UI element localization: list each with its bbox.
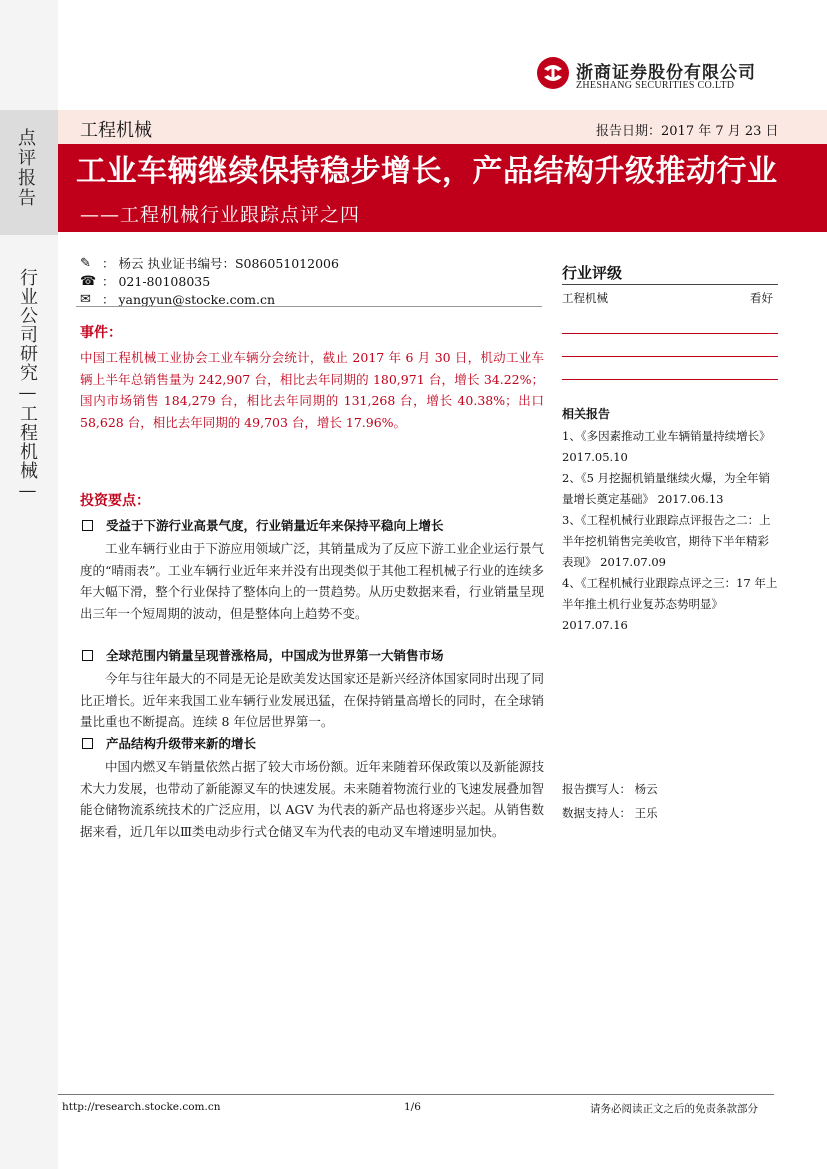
point-3-title-row [80,734,544,752]
point-1-title: 受益于下游行业高景气度，行业销量近年来保持平稳向上增长 [106,518,444,533]
report-title: 工业车辆继续保持稳步增长，产品结构升级推动行业 [76,154,778,189]
checkbox-square-icon [82,738,93,749]
mail-icon: ✉ [80,291,91,307]
event-text: 中国工程机械工业协会工业车辆分会统计，截止 2017 年 6 月 30 日，机动工业车辆上半年总销售量为 242,907 台，相比去年同期的 180,971 台，增长 34.22%；国内市场销售 184,279 台，相比去年同期的 131,268 台，增长 40.38%；出口 58,628 台，相比去年同期的 49,703 台，增长 17.96%。 [80,350,544,430]
sidebar-rule [562,379,778,380]
investment-heading: 投资要点： [80,493,150,509]
pen-icon: ✎ [80,255,91,271]
related-report-item[interactable]: 3、《工程机械行业跟踪点评报告之二：上半年挖机销售完美收官，期待下半年精彩表现》 2017.07.09 [562,513,771,569]
report-type-label: 点评报告 [15,128,36,208]
company-name-cn: 浙商证券股份有限公司 [576,63,756,83]
checkbox-square-icon [82,520,93,531]
rating-divider [562,284,778,285]
sidebar-rule [562,333,778,334]
checkbox-square-icon [82,650,93,661]
related-report-item[interactable]: 4、《工程机械行业跟踪点评之三：17 年上半年推土机行业复苏态势明显》 2017.07.16 [562,576,778,632]
rating-value: 看好 [750,291,773,305]
point-3-body: 中国内燃叉车销量依然占据了较大市场份额。近年来随着环保政策以及新能源技术大力发展，也带动了新能源叉车的快速发展。未来随着物流行业的飞速发展叠加智能仓储物流系统技术的广泛应用，以 AGV 为代表的新产品也将逐步兴起。从销售数据来看，近几年以Ⅲ类电动步行式仓储叉车为代表的电动叉车增速明显加快。 [80,759,544,839]
point-3-title: 产品结构升级带来新的增长 [106,736,257,751]
point-1-body: 工业车辆行业由于下游应用领域广泛，其销量成为了反应下游工业企业运行景气度的“晴雨表”。工业车辆行业近年来并没有出现类似于其他工程机械子行业的连续多年大幅下滑，整个行业保持了整体向上的一贯趋势。从历史数据来看，行业销量呈现出三年一个短周期的波动，但是整体向上趋势不变。 [80,541,544,621]
footer-url-link[interactable]: http://research.stocke.com.cn [62,1101,221,1113]
point-2-title-row [80,646,544,664]
analyst-row [80,254,339,272]
point-1-title-row [80,516,544,534]
industry-label: 工程机械 [80,120,152,141]
phone-icon: ☎ [80,273,97,289]
point-2-title: 全球范围内销量呈现普涨格局，中国成为世界第一大销售市场 [106,648,444,663]
sidebar-rule [562,356,778,357]
report-author: 报告撰写人： 杨云 [562,782,658,796]
data-support: 数据支持人： 王乐 [562,806,658,820]
company-name-en: ZHESHANG SECURITIES CO.LTD [576,80,735,91]
report-subtitle: ——工程机械行业跟踪点评之四 [80,204,361,226]
rating-title: 行业评级 [562,264,623,282]
related-reports-list [562,426,780,636]
point-2-body: 今年与往年最大的不同是无论是欧美发达国家还是新兴经济体国家同时出现了同比正增长。近年来我国工业车辆行业发展迅猛，在保持销量高增长的同时，在全球销量比重也不断提高。连续 8 年位居世界第一。 [80,671,544,729]
phone-row [80,272,210,290]
footer-disclaimer: 请务必阅读正文之后的免责条款部分 [590,1103,758,1115]
category-vertical-label: 行业公司研究—工程机械— [17,268,38,502]
related-report-item[interactable]: 2、《5 月挖掘机销量继续火爆，为全年销量增长奠定基础》 2017.06.13 [562,471,771,506]
footer-divider [58,1094,774,1095]
rating-industry: 工程机械 [562,291,608,305]
phone-number: ： 021-80108035 [102,274,211,289]
analyst-info: ： 杨云 执业证书编号：S086051012006 [102,256,339,271]
contact-divider [76,306,542,307]
related-reports-title: 相关报告 [562,407,611,421]
event-heading: 事件： [80,325,122,341]
email-address: ： yangyun@stocke.com.cn [102,292,276,307]
page-number: 1/6 [404,1101,421,1113]
company-logo-icon [536,56,570,90]
report-date: 报告日期：2017 年 7 月 23 日 [596,124,779,139]
related-report-item[interactable]: 1、《多因素推动工业车辆销量持续增长》 2017.05.10 [562,429,771,464]
